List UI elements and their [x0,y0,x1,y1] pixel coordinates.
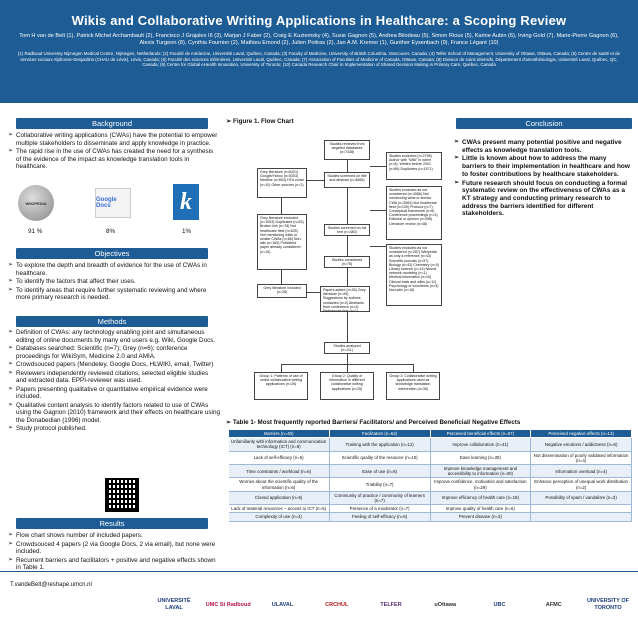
table-cell: Feeling of self-efficacy (n=6) [329,513,430,521]
table-row [229,451,632,464]
google-docs-logo-label: Google Docs [96,197,117,209]
table-cell: Complexity of use (n=4) [229,513,330,521]
table-cell: Ease learning (n=30) [430,451,531,464]
table-cell: Enhance perception of unequal work distribution (n=2) [531,478,632,491]
table-header-row [229,430,632,438]
flow-box-excluded-full-text: Studies excluded as not considered (n=287) Wikipedia as only a reference (n=43) Scientific journals (n=57) Biology (n=43) Chemistry (n=5) Library science (n=14) Neural network modeling (n=1) Medical informatics (n=10) Clinical trials and wikis (n=11) Psychology of volunteers (n=5) Non-wiki (n=18) [386,244,442,306]
table-cell: Improve efficiency of health care (n=19) [430,491,531,504]
background-heading: Background [16,118,208,129]
table-cell: Negative emotions / addictness (n=6) [531,438,632,451]
table-cell: Closed application (n=5) [229,491,330,504]
table-cell: Improve quality of health care (n=6) [430,505,531,513]
table-title: ➢ Table 1- Most frequently reported Barriers/ Facilitators/ and Perceived Beneficial/ Negative Effects [226,419,521,426]
results-text [8,532,220,573]
k-logo-label: k [180,188,192,215]
methods-point: ➢ Databases searched: Scientific (n=7); Grey (n=6); conference proceedings for WikiSym, Medicine 2.0 and AMIA. [8,345,220,360]
methods-point: ➢ Crowdsouced papers (Mendeley, Google Docs, HLWIKI, email, Twitter) [8,361,220,369]
table-cell [531,505,632,513]
table-header-cell: Facilitators (n=52) [329,430,430,438]
objectives-point: ➢ To identify the factors that affect their uses. [8,278,220,286]
results-point: ➢ Crowdsouced 4 papers (2 via Google Docs, 2 via email), but none were included. [8,541,220,556]
flow-connector [307,292,320,293]
objectives-point: ➢ To explore the depth and breadth of evidence for the use of CWAs in healthcare. [8,262,220,277]
flow-connector [370,166,386,167]
sponsor-logos [150,576,632,634]
table-cell: Community of practice / community of learners (n=7) [329,491,430,504]
background-point: ➢ Collaborative writing applications (CWAs) have the potential to empower multiple stakeholders to disseminate and apply knowledge in practice. [8,132,220,147]
sponsor-logo: UNIVERSITY OF TORONTO [586,598,630,611]
flow-box-retrieved: Studies retrieved from targeted databases (n=7338) [324,140,370,160]
flow-box-analyzed: Studies analyzed (n=111) [324,342,370,354]
table-cell: Triability (n=7) [329,478,430,491]
table-cell: Prevent disease (n=3) [430,513,531,521]
table-cell: Lack of material resources – access to ICT (n=5) [229,505,330,513]
flow-connector [370,246,386,247]
conclusion-heading: Conclusion [456,118,632,129]
figure-title: ➢ Figure 1. Flow Chart [226,118,294,125]
table-cell: Unfamiliarity with information and communication technology (ICT) (n=8) [229,438,330,451]
flow-connector [347,354,348,372]
k-percent: 1% [182,228,192,235]
sponsor-logo: AFMC [545,601,562,608]
table-cell: Not dissemination of poorly validated information (n=4) [531,451,632,464]
sponsor-logo: TELFER [380,601,402,608]
affiliation-list: (1) Radboud University Nijmegen Medical Centre, Nijmegen, Netherlands; (2) Faculté de médecine, Université Laval, Québec, Canada; (3) Faculty of Medicine, University of British Columbia, Vancouver, Canada; (4) Telfer School of Management, University of Ottawa, Ottawa, Canada; (5) Centre de santé et de services sociaux Alphonse-Desjardins (CHAU de Lévis), Lévis, Canada; (6) Faculté des sciences infirmières, Université Laval, Québec, Canada; (7) Association of Faculties of Medicine of Canada, Ottawa, Canada; (8) Division de soins intensifs, Département d'anesthésiologie, Université Laval, Québec, QC, Canada; (9) Centre for Global eHealth Innovation, University of Toronto; (10) Canada Research Chair in Implementation of Shared Decision Making in Primary Care, Québec, Canada [17,51,621,68]
objectives-heading: Objectives [16,248,208,259]
table-cell: Lack of self-efficacy (n=6) [229,451,330,464]
sponsor-logo: CRCHUL [325,601,349,608]
flow-connector [413,364,414,372]
table-row [229,478,632,491]
wikipedia-logo-icon [18,185,54,221]
methods-point: ➢ Study protocol published. [8,425,220,433]
table-cell: Information overload (n=4) [531,465,632,478]
qr-code-icon [105,478,139,512]
flow-connector [347,268,348,286]
flow-box-group-1: Group 1: Patterns of use of online collaborative writing applications (n=26) [254,372,308,400]
results-point: ➢ Flow chart shows number of included papers. [8,532,220,540]
flow-connector [281,270,282,284]
table-title-text: Table 1- Most frequently reported Barriers/ Facilitators/ and Perceived Beneficial/ Negative Effects [232,419,521,426]
sponsor-logo: ULAVAL [271,601,294,608]
flow-box-considered: Studies considered (n=76) [324,256,370,268]
sponsor-logo: UBC [493,601,506,608]
table-cell: Improve collaboration (n=41) [430,438,531,451]
k-logo-icon [173,184,199,220]
flow-box-grey-literature: Grey literature (n=6321) Google/Yahoo (n=5303) Medline (n=654) HTA vortal (n=10) Other sources (n=2) [257,168,307,198]
flow-box-group-3: Group 3: Collaborative writing applications used as knowledge translation intervention (n=35) [386,372,440,400]
table-cell: Scientific quality of the resource (n=10) [329,451,430,464]
figure-title-text: Figure 1. Flow Chart [233,118,294,125]
flow-connector [281,364,413,365]
table-row [229,505,632,513]
flow-box-title-abstract: Studies screened on title and abstract (n=4866) [324,172,370,188]
methods-point: ➢ Papers presenting qualitative or quantitative empirical evidence were included. [8,386,220,401]
sponsor-logo: UNIVERSITÉ LAVAL [157,598,191,611]
table-header-cell: Barriers (n=40) [229,430,330,438]
flow-box-excluded-duplicates: Studies excluded (n=2796) Author with "Wiki" in name (n=5), Written before 2001 (n=89) Duplicates (n=1571) [386,152,442,180]
table-cell [531,513,632,521]
sponsor-logo: uOttawa [434,601,457,608]
objectives-text [8,262,220,303]
flow-connector [347,312,348,342]
flow-box-papers-added: Papers added (n=35) Grey literature (n=28) Suggestions by authors contacted (n=2) Abstracts from conference (n=4) References lists (n=1) [320,286,370,312]
conclusion-point: ➢ Future research should focus on conducting a formal systematic review on the effectiveness of CWAs as a KT strategy and conducting primary research to address the barriers identified for different stakeholders. [454,180,632,219]
table-cell: Presence of a moderator (n=7) [329,505,430,513]
table-cell: Training with the application (n=12) [329,438,430,451]
table-cell: Improve confidence, motivation and satisfaction (n=29) [430,478,531,491]
table-row [229,438,632,451]
methods-heading: Methods [16,316,208,327]
methods-point: ➢ Qualitative content analysis to identify factors related to use of CWAs using the Gagnon (2010) framework and their effects on healthcare using the Donabedian (1996) model. [8,402,220,425]
contact-email[interactable]: T.vandeBelt@reshape.umcn.nl [10,582,92,588]
results-table [228,429,632,522]
table-cell: Worries about the scientific quality of the information (n=6) [229,478,330,491]
background-text [8,132,220,172]
sponsor-logo: UMC St Radboud [205,601,251,608]
google-docs-percent: 8% [106,228,116,235]
wikipedia-logo-label: WIKIPEDIA [25,200,47,206]
methods-point: ➢ Reviewers independently reviewed citations, selected eligible studies and extracted data. EPPI-reviewer was used. [8,370,220,385]
flow-box-full-text: Studies screened on full text (n=380) [324,224,370,236]
table-header-cell: Perceived beneficial effects (n=57) [430,430,531,438]
table-cell: Possibility of spam / vandalism (n=2) [531,491,632,504]
flow-connector [347,236,348,256]
flow-connector [370,210,386,211]
table-cell: Time constraints / workload (n=6) [229,465,330,478]
author-list: Tom H van de Belt (1), Patrick Michel Archambault (2), Francisco J Grajales III (3), Marjan J Faber (2), Craig E Kuziemsky (4), Susie Gagnon (5), Andrea Bilodeau (5), Simon Rioux (5), Karine Aubin (6), Irving Gold (7), Marie-Pierre Gagnon (6), Alexis Turgeon (8), Cynthia Fournier (2), Mathieu Emond (2), Julien Poitras (2), Jan A.M. Kremer (1), Gunther Eysenbach (9), France Légaré (10) [19,33,619,46]
conclusion-point: ➢ CWAs present many potential positive and negative effects as knowledge translation tools. [454,139,632,154]
flow-box-grey-included: Grey literature included (n=28) [257,284,307,298]
results-heading: Results [16,518,208,529]
objectives-point: ➢ To identify areas that require further systematic reviewing and where more primary research is needed. [8,287,220,302]
poster-footer [0,571,638,638]
flow-connector [281,198,282,214]
conclusion-point: ➢ Little is known about how to address the many barriers to their implementation in healthcare and how to foster contributions by healthcare stakeholders. [454,155,632,178]
background-point: ➢ The rapid rise in the use of CWAs has created the need for a synthesis of the evidence of the impact as knowledge translation tools in healthcare. [8,148,220,171]
methods-point: ➢ Definition of CWAs: any technology enabling joint and simultaneous editing of online documents by many end users e.g. Wiki, Google Docs. [8,329,220,344]
conclusion-text [454,139,632,219]
methods-text [8,329,220,434]
flow-connector [347,188,348,224]
poster-header [0,0,638,103]
flow-box-excluded-not-considered: Studies excluded as not considered (n=4086) Not mentioning wikis or similar CWA (n=3564) Not healthcare field (n=109) Protocol (n=7) Conceptual framework (n=6) Conference proceedings (n=4) Editorial or opinion (n=396) Literature review (n=48) [386,186,442,240]
table-cell: Ease of use (n=8) [329,465,430,478]
table-row [229,465,632,478]
flow-connector [307,180,324,181]
flow-connector [281,364,282,372]
table-row [229,513,632,521]
flow-box-group-2: Group 2: Quality of information in different collaborative writing applications (n=25) [320,372,374,400]
google-docs-logo-icon [95,188,131,218]
table-cell: Improve knowledge management and accessibility to information (n=30) [430,465,531,478]
table-header-cell: Perceived negative effects (n=13) [531,430,632,438]
flow-box-grey-excluded: Grey literature excluded (n=1053) Duplicates (n=53) Broken link (n=78) Not healthcare field (n=625) Not mentioning wikis or similar CWAs (n=66) Non-wiki (n=165) Published paper already considered (n=16) [257,214,307,270]
table-row [229,491,632,504]
flow-connector [347,160,348,172]
results-point: ➢ Recurrent barriers and facilitators + positive and negative effects shown in Table 1. [8,557,220,572]
poster-title: Wikis and Collaborative Writing Applications in Healthcare: a Scoping Review [71,13,567,28]
wikipedia-percent: 91 % [28,228,43,235]
